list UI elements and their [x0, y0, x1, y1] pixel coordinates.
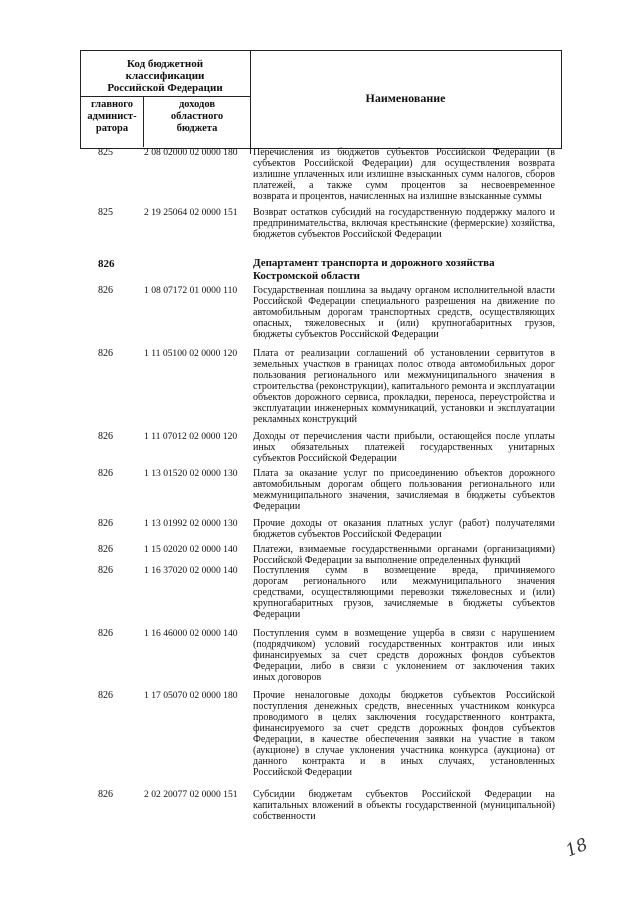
row-name-line: бюджетов субъектов Российской Федерации — [253, 529, 442, 540]
row-name-line: возврата и процентов, начисленных на излишне взысканные суммы — [253, 191, 542, 202]
row-income-code: 2 08 02000 02 0000 180 — [144, 147, 238, 158]
row-name-line: Департамент транспорта и дорожного хозяйства — [253, 257, 495, 269]
col-admin-header: главного админист- ратора — [87, 99, 137, 134]
row-name-line: строительства (реконструкции), капитального ремонта и эксплуатации — [253, 381, 555, 392]
row-name-line: земельных участков в границах полос отвода автомобильных дорог — [253, 359, 555, 370]
row-name-line: межмуниципального значения, зачисляемая в бюджеты субъектов — [253, 490, 555, 501]
row-name-line: автомобильным дорогам транспортных средств, осуществляющих — [253, 307, 555, 318]
row-name-line: иных обязательных платежей государственных унитарных — [253, 442, 555, 453]
row-name-line: дорогам регионального или межмуниципального значения — [253, 576, 555, 587]
row-name-line: Поступления сумм в возмещение ущерба в связи с нарушением — [253, 628, 555, 639]
row-admin-code: 826 — [98, 285, 113, 296]
row-income-code: 1 11 07012 02 0000 120 — [144, 431, 238, 442]
row-name-line: Плата за оказание услуг по присоединению объектов дорожного — [253, 468, 555, 479]
row-name-line: Российской Федерации специального разрешения на движение по — [253, 296, 555, 307]
row-name-line: бюджетов субъектов Российской Федерации — [253, 229, 442, 240]
row-income-code: 1 17 05070 02 0000 180 — [144, 690, 238, 701]
row-name-line: Федерации — [253, 501, 301, 512]
row-admin-code: 825 — [98, 207, 113, 218]
row-name-line: субъектов Российской Федерации) для осуществления возврата — [253, 158, 555, 169]
row-name-line: опасных, тяжеловесных и (или) крупногабаритных грузов, — [253, 318, 555, 329]
col-income-header: доходов областного бюджета — [170, 99, 224, 134]
row-name-line: поступления денежных средств, внесенных участником конкурса — [253, 701, 555, 712]
row-name-line: объектов дорожного сервиса, прокладки, переноса, переустройства и — [253, 392, 555, 403]
row-income-code: 1 16 37020 02 0000 140 — [144, 565, 238, 576]
row-name-line: бюджеты субъектов Российской Федерации — [253, 329, 439, 340]
row-name-line: Российской Федерации за выполнение определенных функций — [253, 555, 521, 566]
row-name-line: Федерации — [253, 609, 301, 620]
row-income-code: 1 13 01992 02 0000 130 — [144, 518, 238, 529]
row-name-line: финансируемых за счет средств дорожных фондов субъектов — [253, 650, 555, 661]
row-admin-code: 826 — [98, 518, 113, 529]
row-admin-code: 825 — [98, 147, 113, 158]
col-name-header: Наименование — [365, 91, 446, 105]
row-admin-code: 826 — [98, 468, 113, 479]
row-name-line: крупногабаритных грузов, зачисляемые в бюджеты субъектов — [253, 598, 555, 609]
row-name-line: автомобильным дорогам общего пользования регионального или — [253, 479, 555, 490]
row-name-line: собственности — [253, 811, 316, 822]
row-name-line: Государственная пошлина за выдачу органом исполнительной власти — [253, 285, 555, 296]
row-name-line: иных договоров — [253, 672, 322, 683]
row-name-line: данного контракта и в иных случаях, установленных — [253, 756, 555, 767]
body-left-line — [250, 147, 251, 154]
row-admin-code: 826 — [98, 565, 113, 576]
row-admin-code: 826 — [98, 544, 113, 555]
row-name-line: Платежи, взимаемые государственными органами (организациями) — [253, 544, 555, 555]
row-name-line: эксплуатации инженерных коммуникаций, установки и эксплуатации — [253, 403, 555, 414]
row-name-line: излишне уплаченных или излишне взысканных сумм налогов, сборов — [253, 169, 555, 180]
row-name-line: рекламных конструкций — [253, 414, 358, 425]
row-name-line: Поступления сумм в возмещение вреда, причиняемого — [253, 565, 555, 576]
page-number: 18 — [563, 834, 591, 862]
row-name-line: пользования регионального или межмуниципального значения в — [253, 370, 555, 381]
row-income-code: 1 13 01520 02 0000 130 — [144, 468, 238, 479]
row-income-code: 2 02 20077 02 0000 151 — [144, 789, 238, 800]
row-admin-code: 826 — [98, 789, 113, 800]
row-name-line: Федерации, либо в связи с уклонением от заключения таких — [253, 661, 555, 672]
row-name-line: (подрядчиком) условий государственных контрактов или иных — [253, 639, 555, 650]
kbk-group-header: Код бюджетной классификации Российской Федерации — [107, 58, 223, 94]
row-name-line: проводимого в целях заключения государственного контракта, — [253, 712, 555, 723]
row-name-line: платежей, а также сумм процентов за несвоевременное — [253, 180, 555, 191]
row-admin-code: 826 — [98, 348, 113, 359]
row-name-line: Прочие доходы от оказания платных услуг (работ) получателями — [253, 518, 555, 529]
row-name-line: Перечисления из бюджетов субъектов Российской Федерации (в — [253, 147, 555, 158]
row-income-code: 2 19 25064 02 0000 151 — [144, 207, 238, 218]
row-name-line: финансируемого за счет средств дорожных фондов субъектов — [253, 723, 555, 734]
row-name-line: Костромской области — [253, 270, 360, 282]
row-name-line: Прочие неналоговые доходы бюджетов субъектов Российской — [253, 690, 555, 701]
row-name-line: Федерации, в качестве обеспечения заявки на участие в таком — [253, 734, 555, 745]
row-income-code: 1 15 02020 02 0000 140 — [144, 544, 238, 555]
row-name-line: Возврат остатков субсидий на государственную поддержку малого и — [253, 207, 555, 218]
row-name-line: средствами, осуществляющими перевозки тяжеловесных и (или) — [253, 587, 555, 598]
row-name-line: субъектов Российской Федерации — [253, 453, 397, 464]
row-name-line: Российской Федерации — [253, 767, 353, 778]
row-name-line: (аукционе) в случае уклонения участника конкурса (аукциона) от — [253, 745, 555, 756]
row-income-code: 1 08 07172 01 0000 110 — [144, 285, 238, 296]
row-name-line: Субсидии бюджетам субъектов Российской Федерации на — [253, 789, 555, 800]
row-admin-code: 826 — [98, 431, 113, 442]
header-divider-row — [80, 96, 250, 97]
row-name-line: капитальных вложений в объекты государственной (муниципальной) — [253, 800, 555, 811]
row-name-line: Доходы от перечисления части прибыли, остающейся после уплаты — [253, 431, 555, 442]
row-admin-code: 826 — [98, 258, 115, 270]
row-name-line: Плата от реализации соглашений об установлении сервитутов в — [253, 348, 555, 359]
row-name-line: предпринимательства, включая крестьянские (фермерские) хозяйства, — [253, 218, 555, 229]
row-admin-code: 826 — [98, 690, 113, 701]
row-income-code: 1 11 05100 02 0000 120 — [144, 348, 238, 359]
row-admin-code: 826 — [98, 628, 113, 639]
row-income-code: 1 16 46000 02 0000 140 — [144, 628, 238, 639]
